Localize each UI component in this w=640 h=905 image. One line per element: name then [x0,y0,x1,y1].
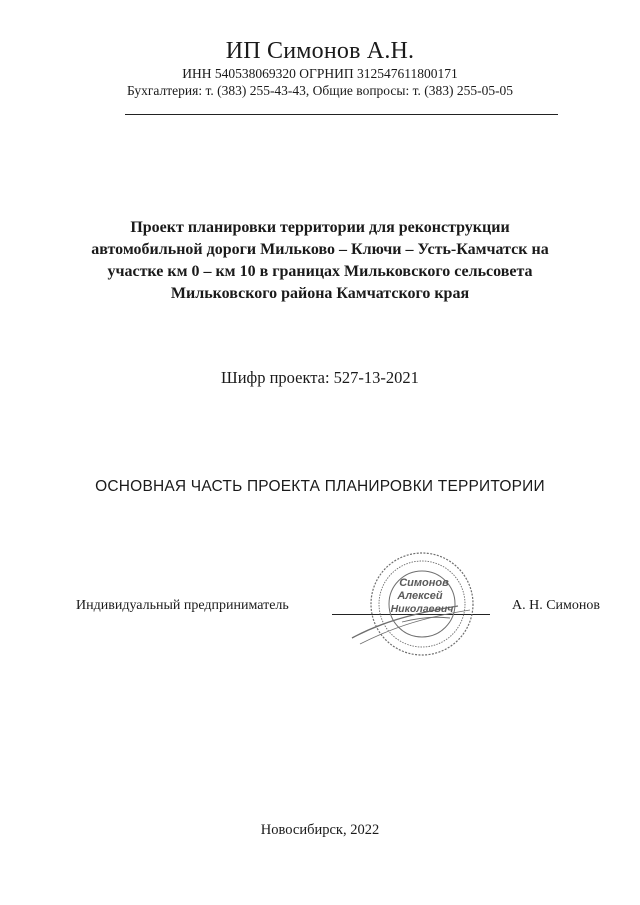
header-divider [125,114,558,115]
signatory-role: Индивидуальный предприниматель [76,598,289,613]
city-year: Новосибирск, 2022 [260,822,380,838]
signatory-name: А. Н. Симонов [512,598,601,613]
section-title: ОСНОВНАЯ ЧАСТЬ ПРОЕКТА ПЛАНИРОВКИ ТЕРРИТОРИИ [95,478,545,495]
project-title-line: автомобильной дороги Мильково – Ключи – Усть-Камчатск на [91,241,549,258]
project-title-line: Проект планировки территории для реконструкции [130,219,510,236]
project-cipher: Шифр проекта: 527-13-2021 [221,368,419,387]
project-title-line: Мильковского района Камчатского края [170,285,470,302]
seal-text-line: Алексей [397,590,443,602]
company-contacts: Бухгалтерия: т. (383) 255-43-43, Общие вопросы: т. (383) 255-05-05 [126,83,514,98]
seal-stamp [338,538,488,674]
seal-text-line: Николаевич [390,603,454,615]
project-title-line: участке км 0 – км 10 в границах Мильковского сельсовета [107,263,533,280]
project-title [60,217,580,305]
company-registration-ids: ИНН 540538069320 ОГРНИП 312547611800171 [182,66,458,81]
company-name: ИП Симонов А.Н. [225,38,415,64]
seal-text-line: Симонов [399,577,449,589]
